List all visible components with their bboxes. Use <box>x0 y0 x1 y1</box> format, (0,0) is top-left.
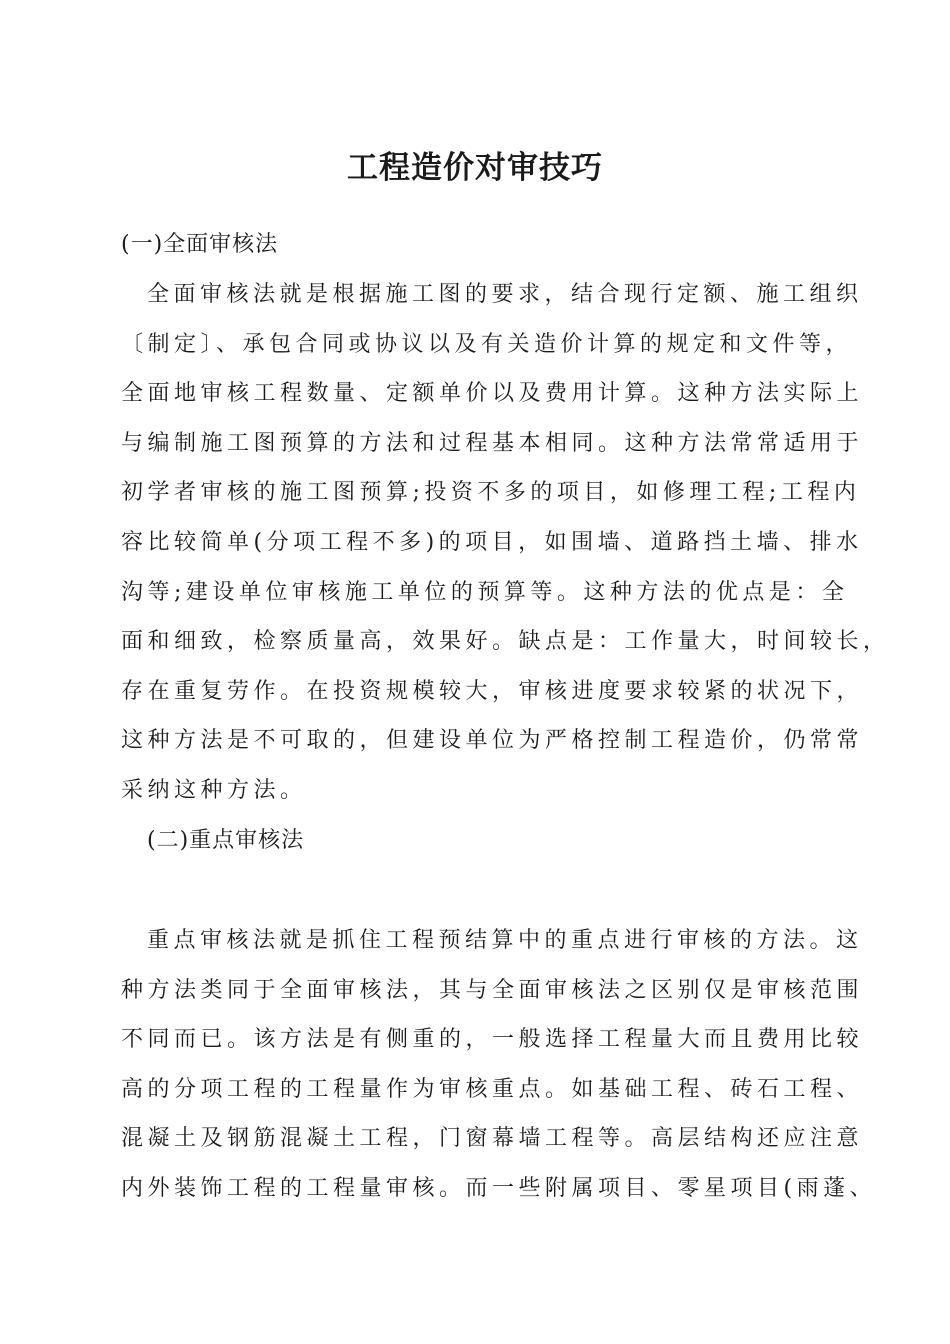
document-title: 工程造价对审技巧 <box>347 150 603 186</box>
paragraph-line: 不同而已。该方法是有侧重的，一般选择工程量大而且费用比较 <box>121 1027 864 1053</box>
paragraph-line: 混凝土及钢筋混凝土工程，门窗幕墙工程等。高层结构还应注意 <box>121 1126 864 1152</box>
paragraph-line: 内外装饰工程的工程量审核。而一些附属项目、零星项目(雨蓬、 <box>121 1175 877 1201</box>
paragraph-line: 全面审核法就是根据施工图的要求，结合现行定额、施工组织 <box>147 282 863 307</box>
section-heading-2: (二)重点审核法 <box>147 828 305 853</box>
paragraph-line: 重点审核法就是抓住工程预结算中的重点进行审核的方法。这 <box>147 928 863 953</box>
paragraph-line: 这种方法是不可取的，但建设单位为严格控制工程造价，仍常常 <box>121 728 864 754</box>
paragraph-line: 全面地审核工程数量、定额单价以及费用计算。这种方法实际上 <box>121 381 864 407</box>
section-heading-1: (一)全面审核法 <box>121 232 279 257</box>
paragraph-line: 高的分项工程的工程量作为审核重点。如基础工程、砖石工程、 <box>121 1076 864 1102</box>
paragraph-line: 沟等;建设单位审核施工单位的预算等。这种方法的优点是：全 <box>121 579 849 605</box>
paragraph-line: 存在重复劳作。在投资规模较大，审核进度要求较紧的状况下， <box>121 678 864 704</box>
section-2-paragraph <box>121 916 877 1214</box>
paragraph-line: 〔制定〕、承包合同或协议以及有关造价计算的规定和文件等， <box>121 331 853 357</box>
paragraph-line: 面和细致，检察质量高，效果好。缺点是：工作量大，时间较长， <box>121 629 890 655</box>
section-1-paragraph <box>121 270 890 816</box>
paragraph-line: 种方法类同于全面审核法，其与全面审核法之区别仅是审核范围 <box>121 977 864 1003</box>
paragraph-line: 容比较简单(分项工程不多)的项目，如围墙、道路挡土墙、排水 <box>121 529 863 555</box>
paragraph-line: 与编制施工图预算的方法和过程基本相同。这种方法常常适用于 <box>121 430 864 456</box>
paragraph-line: 初学者审核的施工图预算;投资不多的项目，如修理工程;工程内 <box>121 480 861 506</box>
paragraph-line: 采纳这种方法。 <box>121 777 307 803</box>
